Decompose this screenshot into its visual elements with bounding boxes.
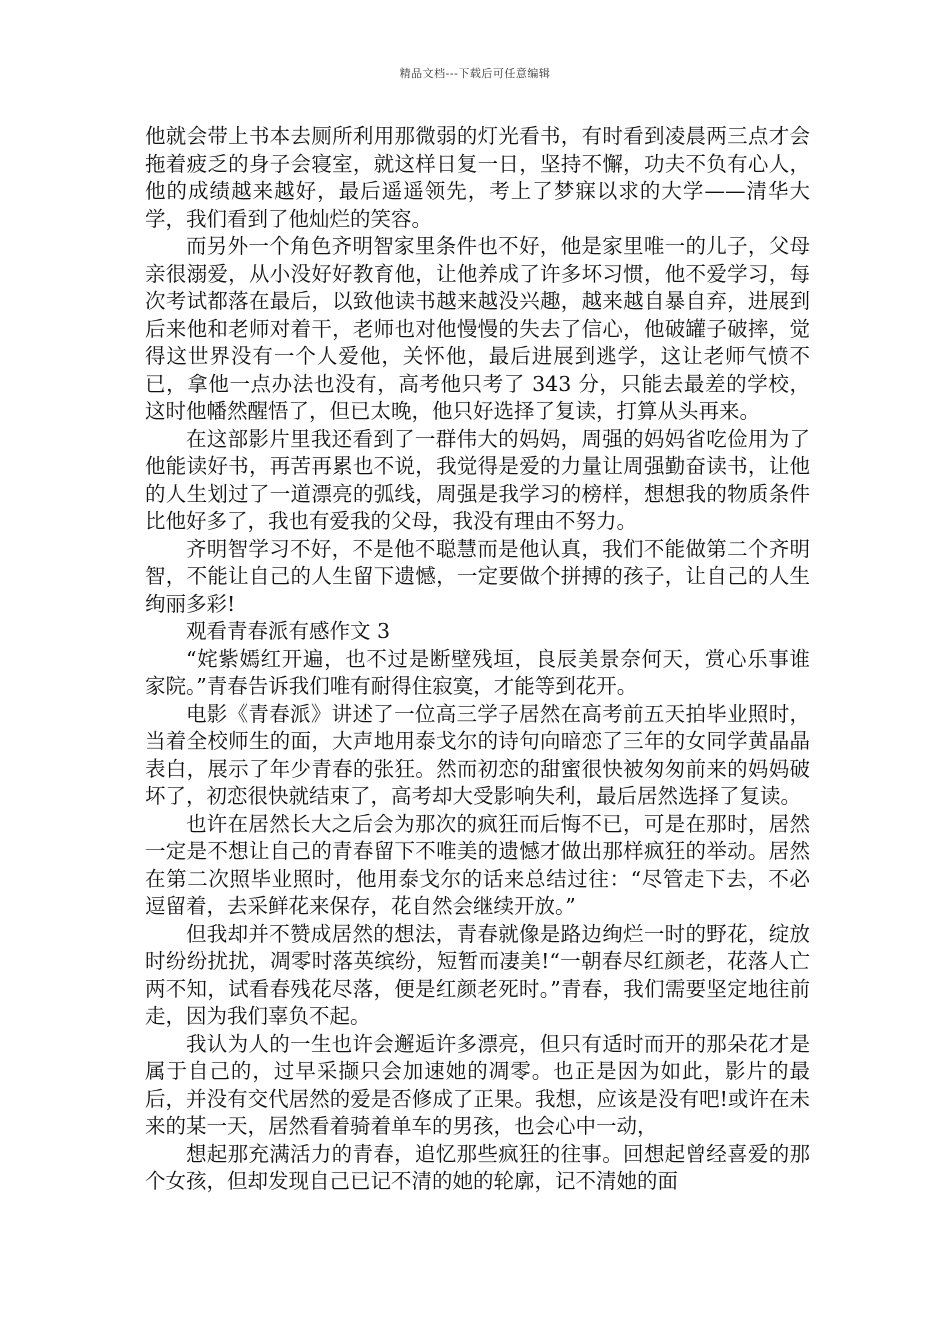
page-header: 精品文档---下载后可任意编辑: [399, 67, 551, 80]
paragraph-8: 也许在居然长大之后会为那次的疯狂而后悔不已，可是在那时，居然一定是不想让自己的青春留下不唯美的遗憾才做出那样疯狂的举动。居然在第二次照毕业照时，他用泰戈尔的话来总结过往：“尽管走下去，不必逗留着，去采鲜花来保存，花自然会继续开放。”: [145, 811, 810, 918]
paragraph-2: 而另外一个角色齐明智家里条件也不好，他是家里唯一的儿子，父母亲很溺爱，从小没好好教育他，让他养成了许多坏习惯，他不爱学习，每次考试都落在最后，以致他读书越来越没兴趣，越来越自暴自弃，进展到后来他和老师对着干，老师也对他慢慢的失去了信心，他破罐子破摔，觉得这世界没有一个人爱他，关怀他，最后进展到逃学，这让老师气愤不已，拿他一点办法也没有，高考他只考了 343 分，只能去最差的学校，这时他幡然醒悟了，但已太晚，他只好选择了复读，打算从头再来。: [145, 234, 810, 423]
paragraph-7: 电影《青春派》讲述了一位高三学子居然在高考前五天拍毕业照时，当着全校师生的面，大声地用泰戈尔的诗句向暗恋了三年的女同学黄晶晶表白，展示了年少青春的张狂。然而初恋的甜蜜很快被匆匆前来的妈妈破坏了，初恋很快就结束了，高考却大受影响失利，最后居然选择了复读。: [145, 701, 810, 808]
document-body: [145, 123, 810, 1196]
paragraph-11: 想起那充满活力的青春，追忆那些疯狂的往事。回想起曾经喜爱的那个女孩，但却发现自己已记不清的她的轮廓，记不清她的面: [145, 1141, 810, 1193]
paragraph-3: 在这部影片里我还看到了一群伟大的妈妈，周强的妈妈省吃俭用为了他能读好书，再苦再累也不说，我觉得是爱的力量让周强勤奋读书，让他的人生划过了一道漂亮的弧线，周强是我学习的榜样，想想我的物质条件比他好多了，我也有爱我的父母，我没有理由不努力。: [145, 426, 810, 533]
paragraph-4: 齐明智学习不好，不是他不聪慧而是他认真，我们不能做第二个齐明智，不能让自己的人生留下遗憾，一定要做个拼搏的孩子，让自己的人生绚丽多彩!: [145, 536, 810, 616]
paragraph-10: 我认为人的一生也许会邂逅许多漂亮，但只有适时而开的那朵花才是属于自己的，过早采撷只会加速她的凋零。也正是因为如此，影片的最后，并没有交代居然的爱是否修成了正果。我想，应该是没有吧!或许在未来的某一天，居然看着骑着单车的男孩，也会心中一动，: [145, 1031, 810, 1138]
paragraph-quote: “姹紫嫣红开遍，也不过是断壁残垣，良辰美景奈何天，赏心乐事谁家院。”青春告诉我们唯有耐得住寂寞，才能等到花开。: [145, 646, 810, 698]
section-heading: 观看青春派有感作文 3: [186, 619, 391, 643]
paragraph-9: 但我却并不赞成居然的想法，青春就像是路边绚烂一时的野花，绽放时纷纷扰扰，凋零时落英缤纷，短暂而凄美!“一朝春尽红颜老，花落人亡两不知，试看春残花尽落，便是红颜老死时。”青春，我们需要坚定地往前走，因为我们辜负不起。: [145, 921, 810, 1028]
paragraph-1: 他就会带上书本去厕所利用那微弱的灯光看书，有时看到凌晨两三点才会拖着疲乏的身子会寝室，就这样日复一日，坚持不懈，功夫不负有心人，他的成绩越来越好，最后遥遥领先，考上了梦寐以求的大学——清华大学，我们看到了他灿烂的笑容。: [145, 124, 810, 231]
